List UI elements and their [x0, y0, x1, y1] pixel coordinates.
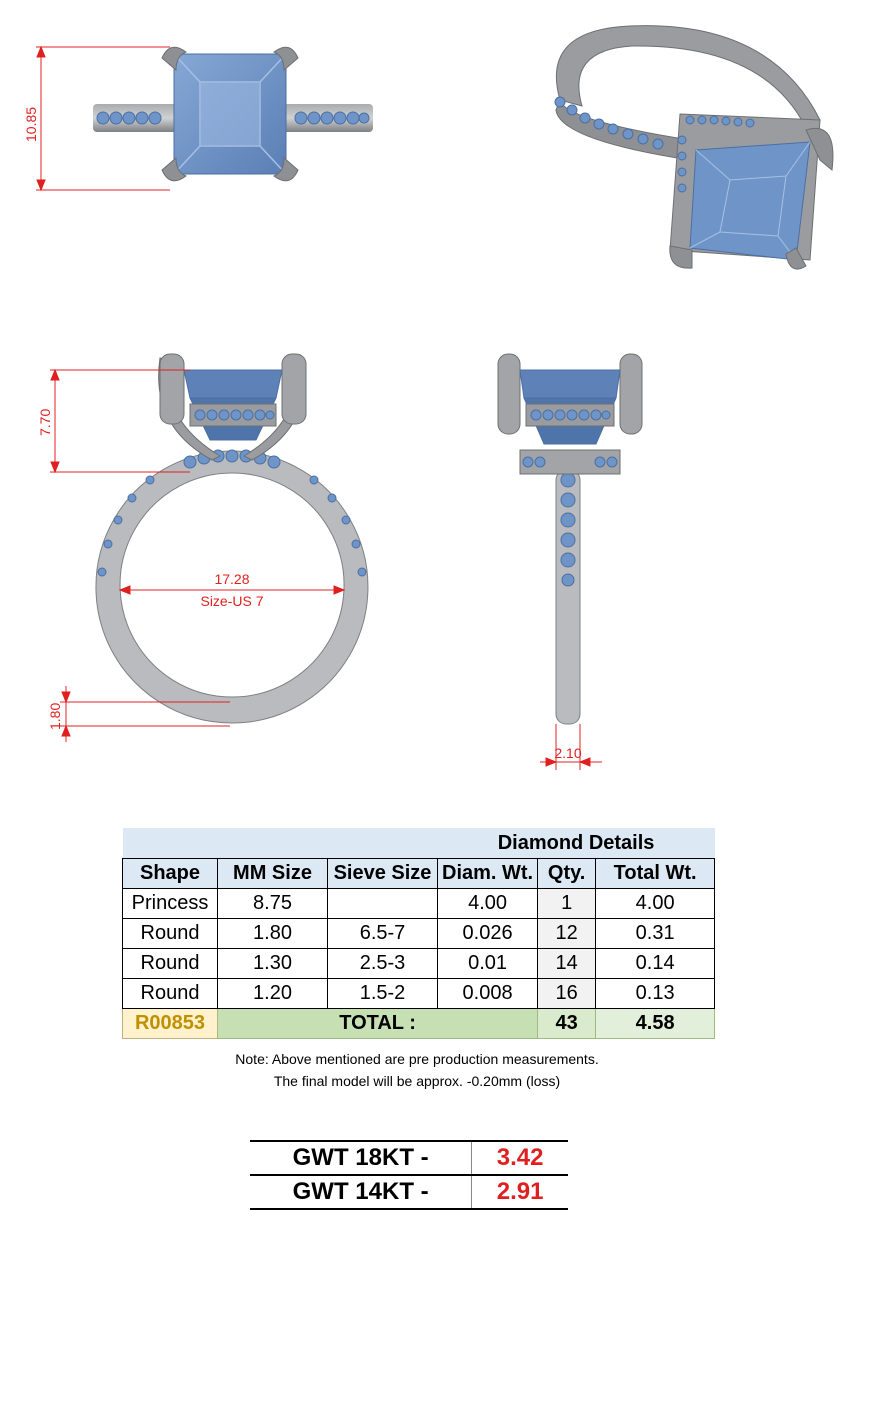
top-view-drawing: [0, 30, 400, 200]
cell-total-wt: 0.31: [596, 919, 715, 949]
table-total-row: [123, 1009, 715, 1039]
gwt-row-18kt: [250, 1140, 568, 1174]
cell-sieve-size: 2.5-3: [328, 949, 438, 979]
table-title: Diamond Details: [438, 828, 715, 859]
total-label: TOTAL :: [218, 1009, 538, 1039]
gwt-label: GWT 14KT -: [292, 1178, 429, 1205]
gwt-value: 2.91: [471, 1176, 568, 1208]
cell-shape: Round: [123, 949, 218, 979]
diamond-details-table: [122, 828, 715, 1039]
gross-weight-table: [250, 1140, 568, 1210]
princess-stone-perspective: [690, 142, 810, 260]
cell-diam-wt: 0.01: [438, 949, 538, 979]
band-front-outer: [96, 451, 368, 723]
shank-side: [556, 470, 580, 724]
table-header-row: [123, 859, 715, 889]
total-weight: 4.58: [596, 1009, 715, 1039]
band-perspective: [556, 26, 820, 128]
pave-stones-left: [97, 112, 161, 124]
header-shape: Shape: [123, 859, 218, 889]
cell-total-wt: 0.14: [596, 949, 715, 979]
cell-shape: Round: [123, 919, 218, 949]
dimension-label-1-80: 1.80: [47, 702, 63, 730]
cell-diam-wt: 0.026: [438, 919, 538, 949]
table-title-row: [123, 828, 715, 859]
princess-stone-front: [184, 370, 282, 398]
header-total-wt: Total Wt.: [596, 859, 715, 889]
cell-diam-wt: 4.00: [438, 889, 538, 919]
dimension-label-7-70: 7.70: [37, 408, 53, 436]
table-row: [123, 919, 715, 949]
header-sieve-size: Sieve Size: [328, 859, 438, 889]
cell-qty: 12: [538, 919, 596, 949]
total-qty: 43: [538, 1009, 596, 1039]
table-row: [123, 889, 715, 919]
cell-shape: Princess: [123, 889, 218, 919]
gwt-row-14kt: [250, 1174, 568, 1210]
cell-mm-size: 1.30: [218, 949, 328, 979]
dimension-label-2-10: 2.10: [554, 745, 582, 761]
cell-mm-size: 1.20: [218, 979, 328, 1009]
cell-qty: 14: [538, 949, 596, 979]
note-line-1: Note: Above mentioned are pre production measurements.: [235, 1051, 599, 1067]
cell-sieve-size: 1.5-2: [328, 979, 438, 1009]
header-diam-wt: Diam. Wt.: [438, 859, 538, 889]
front-view-drawing: [0, 340, 400, 760]
perspective-view-drawing: [520, 10, 850, 280]
dimension-label-10-85: 10.85: [23, 106, 39, 142]
gwt-label: GWT 18KT -: [292, 1144, 429, 1171]
note-line-2: The final model will be approx. -0.20mm (loss): [273, 1073, 561, 1089]
cell-qty: 1: [538, 889, 596, 919]
cell-sieve-size: 6.5-7: [328, 919, 438, 949]
ring-size-label: Size-US 7: [200, 593, 264, 609]
gwt-value: 3.42: [471, 1142, 568, 1174]
head-side: [498, 354, 642, 474]
cell-total-wt: 0.13: [596, 979, 715, 1009]
table-row: [123, 979, 715, 1009]
cell-qty: 16: [538, 979, 596, 1009]
cell-shape: Round: [123, 979, 218, 1009]
side-view-drawing: [480, 340, 680, 780]
dimension-label-17-28: 17.28: [214, 571, 250, 587]
cell-sieve-size: [328, 889, 438, 919]
table-row: [123, 949, 715, 979]
cell-mm-size: 8.75: [218, 889, 328, 919]
cell-mm-size: 1.80: [218, 919, 328, 949]
cell-diam-wt: 0.008: [438, 979, 538, 1009]
header-qty: Qty.: [538, 859, 596, 889]
product-code: R00853: [123, 1009, 218, 1039]
cell-total-wt: 4.00: [596, 889, 715, 919]
header-mm-size: MM Size: [218, 859, 328, 889]
